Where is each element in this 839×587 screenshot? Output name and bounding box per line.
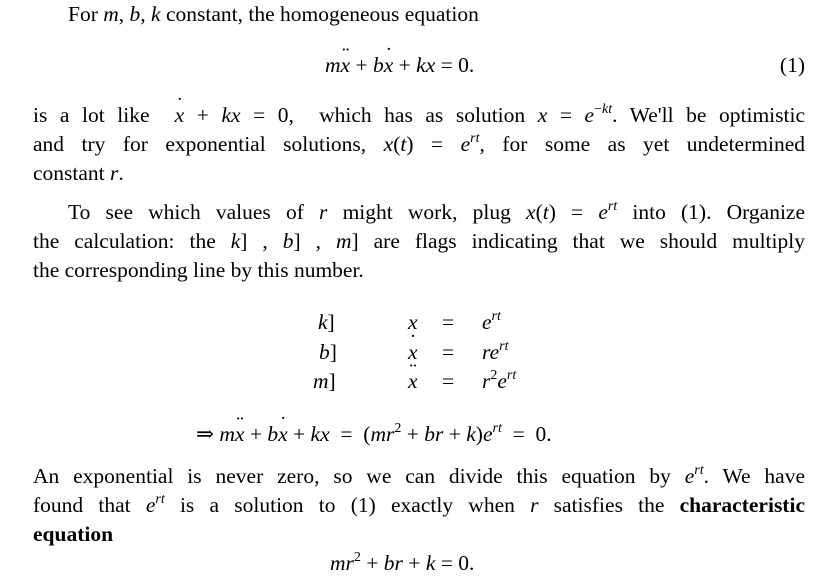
paragraph-intro: For m, b, k constant, the homogeneous equation	[68, 2, 479, 26]
equation-1-label: (1)	[779, 53, 805, 77]
paragraph-3-line-1: To see which values of r might work, plug $x(t) = e^{rt}$ into (1). Organize	[68, 199, 806, 224]
paragraph-2-line-3: constant r.	[33, 161, 124, 185]
paragraph-2-line-2: and try for exponential solutions, $x(t) = e^{rt}$, for some as yet undetermined	[33, 131, 805, 156]
paragraph-4-line-3: equation	[33, 522, 114, 546]
term-characteristic: characteristic	[679, 493, 805, 517]
paragraph-4-line-1: An exponential is never zero, so we can divide this equation by $e^{rt}$. We have	[33, 463, 805, 488]
characteristic-equation: $mr^2$ + br + k = 0.	[330, 550, 475, 575]
paragraph-3-line-2: the calculation: the k] , b] , m] are flags indicating that we should multiply	[33, 229, 805, 253]
equation-1: mx ¨ + bx ˙ + kx = 0.	[325, 51, 474, 80]
paragraph-4-line-2: found that $e^{rt}$ is a solution to (1) exactly when r satisfies the characteristic	[33, 492, 805, 517]
document-page: For m, b, k constant, the homogeneous equation mx ¨ + bx ˙ + kx = 0. (1) is a lot like x ˙ + kx = 0, which has as solution $x = e^{-kt}$. We'll be optimistic and try for exponential solutions, $x(t) = e^{rt}$, for some as yet undetermined constant r. To see which values of r might work, plug $x(t) = e^{rt}$ into (1). Organize the calculation: the k] , b] , m] are flags indicating that we should multiply the corresponding line by this number. k] x = $e^{rt}$ b] x ˙ = $re^{rt}$ m] x ¨ = $r^2e^{rt}$ ⇒ mx ¨ + bx ˙ + kx = ($mr^2$ + br + $k)e^{rt} = 0$. An exponential is never zero, so we can divide this equation by $e^{rt}$. We have found that $e^{rt}$ is a solution to (1) exactly when r satisfies the characteristic equation $mr^2$ + br + k = 0.	[0, 0, 839, 587]
implication-equation: ⇒ mx ¨ + bx ˙ + kx = ($mr^2$ + br + $k)e^{rt} = 0$.	[196, 420, 552, 449]
paragraph-3-line-3: the corresponding line by this number.	[33, 258, 364, 282]
paragraph-2-line-1: is a lot like x ˙ + kx = 0, which has as solution $x = e^{-kt}$. We'll be optimistic	[33, 101, 805, 130]
